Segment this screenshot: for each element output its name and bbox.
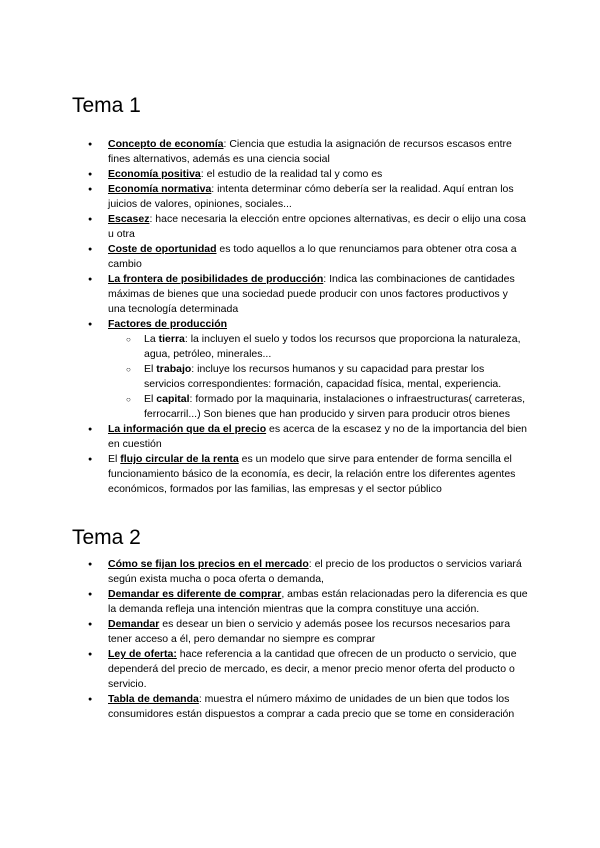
list-item [0, 212, 600, 242]
definition: , ambas están relacionadas pero la diferencia es que la demanda refleja una intención mientras que la compra constituye una acción. [108, 588, 528, 615]
definition: es desear un bien o servicio y además posee los recursos necesarios para tener acceso a él, pero demandar no siempre es comprar [108, 618, 511, 645]
tema-1-bullet-list [0, 137, 600, 497]
list-item [0, 272, 600, 317]
list-item [0, 557, 600, 587]
definition: es acerca de la escasez y no de la importancia del bien en cuestión [108, 423, 528, 450]
list-item [0, 422, 600, 452]
definition: : hace necesaria la elección entre opciones alternativas, es decir o elijo una cosa u otra [108, 213, 526, 240]
definition: hace referencia a la cantidad que ofrecen de un producto o servicio, que dependerá del precio de mercado, es decir, a menor precio menor oferta del producto o servicio. [108, 648, 517, 690]
list-item [0, 617, 600, 647]
section-heading-tema-2: Tema 2 [72, 526, 141, 549]
definition: : muestra el número máximo de unidades de un bien que todos los consumidores están dispuestos a comprar a cada precio que se tome en consideración [108, 693, 515, 720]
tema-2-bullet-list [0, 557, 600, 722]
prefix: El [108, 453, 121, 465]
term: Demandar [108, 618, 160, 630]
definition: : incluye los recursos humanos y su capacidad para prestar los servicios correspondientes: formación, capacidad física, mental, experiencia. [144, 363, 502, 390]
term: La información que da el precio [108, 423, 267, 435]
definition: : Indica las combinaciones de cantidades máximas de bienes que una sociedad puede producir con unos factores productivos y una tecnología determinada [108, 273, 515, 315]
list-item [0, 242, 600, 272]
definition: : la incluyen el suelo y todos los recursos que proporciona la naturaleza, agua, petróleo, minerales... [144, 333, 521, 360]
term: Ley de oferta: [108, 648, 177, 660]
sub-list-item [144, 332, 528, 362]
list-item [0, 317, 600, 422]
list-item [0, 587, 600, 617]
list-item [0, 167, 600, 182]
definition: : Ciencia que estudia la asignación de recursos escasos entre fines alternativos, además es una ciencia social [108, 138, 512, 165]
definition: : el precio de los productos o servicios variará según exista mucha o poca oferta o demanda, [108, 558, 522, 585]
section-heading-tema-1: Tema 1 [72, 94, 141, 117]
term: Factores de producción [108, 318, 228, 330]
definition: : el estudio de la realidad tal y como es [200, 168, 383, 180]
term: Concepto de economía [108, 138, 224, 150]
term: flujo circular de la renta [120, 453, 239, 465]
definition: es todo aquellos a lo que renunciamos para obtener otra cosa a cambio [108, 243, 517, 270]
sub-list-item [144, 392, 528, 422]
list-item [0, 182, 600, 212]
term: Economía positiva [108, 168, 201, 180]
definition: : intenta determinar cómo debería ser la realidad. Aquí entran los juicios de valores, opiniones, sociales... [108, 183, 514, 210]
term: trabajo [156, 363, 192, 375]
prefix: La [144, 333, 159, 345]
list-item [0, 452, 600, 497]
term: Coste de oportunidad [108, 243, 217, 255]
term: Demandar es diferente de comprar [108, 588, 282, 600]
definition: es un modelo que sirve para entender de forma sencilla el funcionamiento básico de la economía, es decir, la relación entre los diferentes agentes económicos, formados por las familias, las empresas y el sector público [108, 453, 516, 495]
prefix: El [144, 363, 157, 375]
list-item [0, 137, 600, 167]
term: Escasez [108, 213, 150, 225]
sub-list-item [144, 362, 528, 392]
list-item [0, 647, 600, 692]
list-item [0, 692, 600, 722]
term: La frontera de posibilidades de producción [108, 273, 324, 285]
term: Tabla de demanda [108, 693, 199, 705]
term: capital [156, 393, 190, 405]
prefix: El [144, 393, 157, 405]
term: tierra [158, 333, 185, 345]
term: Economía normativa [108, 183, 212, 195]
sub-bullet-list [144, 332, 528, 422]
definition: : formado por la maquinaria, instalaciones o infraestructuras( carreteras, ferrocarril...) Son bienes que han producido y sirven para producir otros bienes [144, 393, 526, 420]
term: Cómo se fijan los precios en el mercado [108, 558, 309, 570]
